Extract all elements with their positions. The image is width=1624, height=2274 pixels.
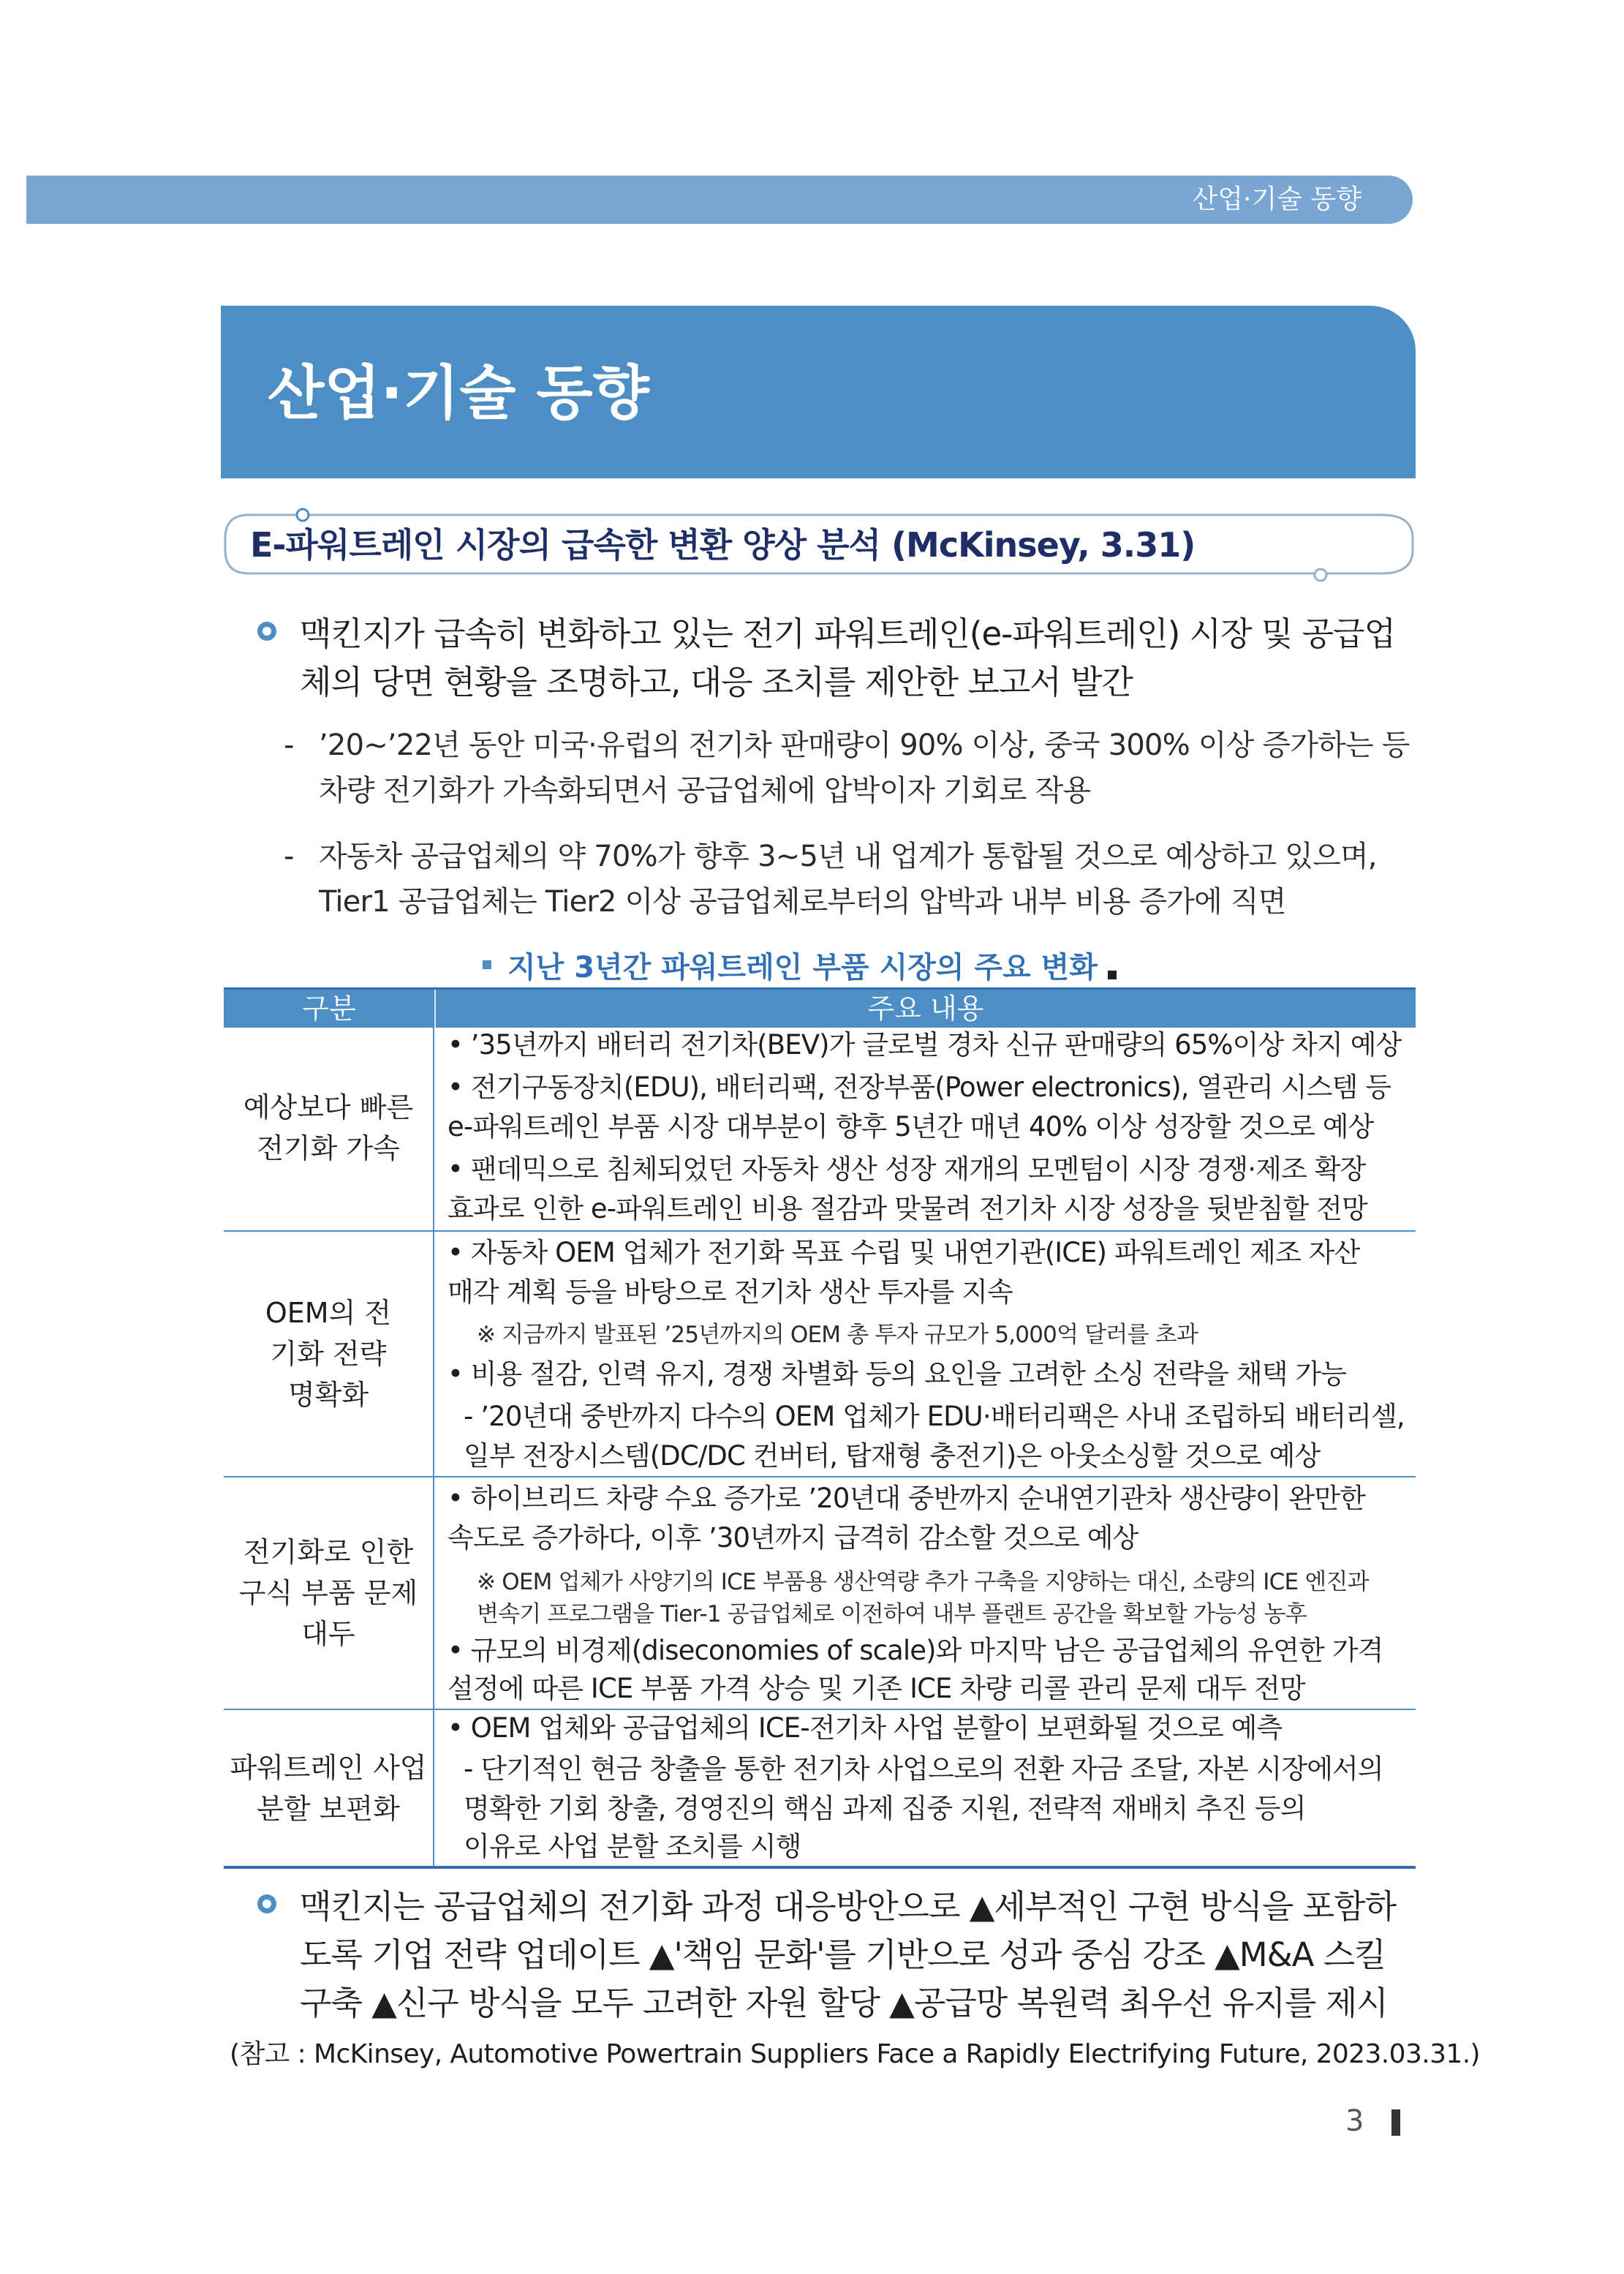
ring-bullet-icon — [256, 1893, 278, 1915]
row-category-text: 예상보다 빠른 전기화 가속 — [243, 1091, 414, 1164]
row-category — [224, 1025, 434, 1230]
article-title: E-파워트레인 시장의 급속한 변환 양상 분석 (McKinsey, 3.31) — [250, 525, 1196, 565]
row-line: • ’35년까지 배터리 전기차(BEV)가 글로벌 경차 신규 판매량의 65%이상 차지 예상 — [447, 1029, 1402, 1061]
row-note: 변속기 프로그램을 Tier-1 공급업체로 이전하여 내부 플랜트 공간을 확보할 가능성 농후 — [477, 1601, 1307, 1627]
row-category-text: OEM의 전기화 전략 명확화 — [265, 1297, 392, 1411]
table-row — [224, 1710, 1416, 1866]
row-line: 매각 계획 등을 바탕으로 전기차 생산 투자를 지속 — [447, 1276, 1013, 1308]
header-section-label: 산업·기술 동향 — [1192, 184, 1361, 214]
page-number: 3 — [1345, 2104, 1364, 2138]
row-category — [224, 1232, 434, 1476]
dash-mark: - — [284, 840, 295, 873]
recommendation-bullet — [256, 1883, 1419, 2033]
row-category — [224, 1477, 434, 1709]
row-line: • 규모의 비경제(diseconomies of scale)와 마지막 남은 공급업체의 유연한 가격 — [447, 1635, 1383, 1666]
row-line: - ’20년대 중반까지 다수의 OEM 업체가 EDU·배터리팩은 사내 조립하되 배터리셀, — [464, 1401, 1405, 1432]
summary-bullet-text: 맥킨지가 급속히 변화하고 있는 전기 파워트레인(e-파워트레인) 시장 및 공급업체의 당면 현황을 조명하고, 대응 조치를 제안한 보고서 발간 — [300, 614, 1396, 701]
detail-item — [284, 834, 1419, 929]
table-header — [224, 987, 1416, 1028]
ring-bullet-icon — [256, 620, 278, 642]
page-title: 산업·기술 동향 — [268, 359, 649, 427]
row-line: • 비용 절감, 인력 유지, 경쟁 차별화 등의 요인을 고려한 소싱 전략을 채택 가능 — [447, 1358, 1347, 1390]
row-line: 효과로 인한 e-파워트레인 비용 절감과 맞물려 전기차 시장 성장을 뒷받침할 전망 — [447, 1193, 1367, 1224]
header-bar — [26, 176, 1413, 224]
article-heading — [219, 503, 1416, 591]
table-caption-text: 지난 3년간 파워트레인 부품 시장의 주요 변화 — [507, 951, 1098, 984]
caption-end-square-icon — [1108, 971, 1117, 979]
page-number-bar — [1391, 2109, 1400, 2136]
detail-text: 자동차 공급업체의 약 70%가 향후 3~5년 내 업계가 통합될 것으로 예상하고 있으며, Tier1 공급업체는 Tier2 이상 공급업체로부터의 압박과 내부 비용 증가에 직면 — [319, 840, 1377, 919]
table-row — [224, 1025, 1416, 1232]
row-category-text: 전기화로 인한 구식 부품 문제 대두 — [238, 1536, 418, 1650]
row-line: 일부 전장시스템(DC/DC 컨버터, 탑재형 충전기)은 아웃소싱할 것으로 예상 — [464, 1440, 1321, 1472]
table-header-content: 주요 내용 — [867, 993, 984, 1025]
row-category — [224, 1710, 434, 1866]
row-line: 설정에 따른 ICE 부품 가격 상승 및 기존 ICE 차량 리콜 관리 문제 대두 전망 — [447, 1673, 1305, 1704]
row-category-text: 파워트레인 사업 분할 보편화 — [230, 1751, 427, 1825]
table-row — [224, 1477, 1416, 1710]
row-line: e-파워트레인 부품 시장 대부분이 향후 5년간 매년 40% 이상 성장할 것으로 예상 — [447, 1111, 1374, 1142]
row-line: - 단기적인 현금 창출을 통한 전기차 사업으로의 전환 자금 조달, 자본 시장에서의 — [464, 1753, 1383, 1785]
table-row — [224, 1232, 1416, 1477]
reference-note: (참고 : McKinsey, Automotive Powertrain Suppliers Face a Rapidly Electrifying Future, 2023.03.31.) — [230, 2039, 1480, 2069]
table-bottom-rule — [224, 1866, 1416, 1869]
row-note: ※ OEM 업체가 사양기의 ICE 부품용 생산역량 추가 구축을 지양하는 대신, 소량의 ICE 엔진과 — [477, 1569, 1369, 1595]
detail-item — [284, 723, 1419, 818]
detail-text: ’20~’22년 동안 미국·유럽의 전기차 판매량이 90% 이상, 중국 300% 이상 증가하는 등 차량 전기화가 가속화되면서 공급업체에 압박이자 기회로 작용 — [319, 728, 1410, 807]
summary-bullet — [256, 610, 1419, 712]
recommendation-text: 맥킨지는 공급업체의 전기화 과정 대응방안으로 ▲세부적인 구현 방식을 포함하도록 기업 전략 업데이트 ▲'책임 문화'를 기반으로 성과 중심 강조 ▲M&A 스킬 구축 ▲신구 방식을 모두 고려한 자원 할당 ▲공급망 복원력 최우선 유지를 제시 — [300, 1887, 1397, 2022]
row-line: • 전기구동장치(EDU), 배터리팩, 전장부품(Power electronics), 열관리 시스템 등 — [447, 1072, 1391, 1103]
row-note: ※ 지금까지 발표된 ’25년까지의 OEM 총 투자 규모가 5,000억 달러를 초과 — [477, 1322, 1198, 1348]
row-line: • OEM 업체와 공급업체의 ICE-전기차 사업 분할이 보편화될 것으로 예측 — [447, 1712, 1283, 1744]
row-line: 명확한 기회 창출, 경영진의 핵심 과제 집중 지원, 전략적 재배치 추진 등의 — [464, 1793, 1306, 1824]
row-line: 이유로 사업 분할 조치를 시행 — [464, 1831, 801, 1862]
row-line: • 자동차 OEM 업체가 전기화 목표 수립 및 내연기관(ICE) 파워트레인 제조 자산 — [447, 1237, 1360, 1268]
dash-mark: - — [284, 728, 295, 762]
row-line: 속도로 증가하다, 이후 ’30년까지 급격히 감소할 것으로 예상 — [447, 1522, 1138, 1554]
table-header-category: 구분 — [302, 993, 356, 1025]
caption-square-icon — [483, 960, 491, 969]
row-line: • 하이브리드 차량 수요 증가로 ’20년대 중반까지 순내연기관차 생산량이 완만한 — [447, 1483, 1365, 1514]
title-banner — [221, 306, 1416, 478]
row-line: • 팬데믹으로 침체되었던 자동차 생산 성장 재개의 모멘텀이 시장 경쟁·제조 확장 — [447, 1153, 1366, 1185]
table-caption — [483, 948, 1141, 987]
